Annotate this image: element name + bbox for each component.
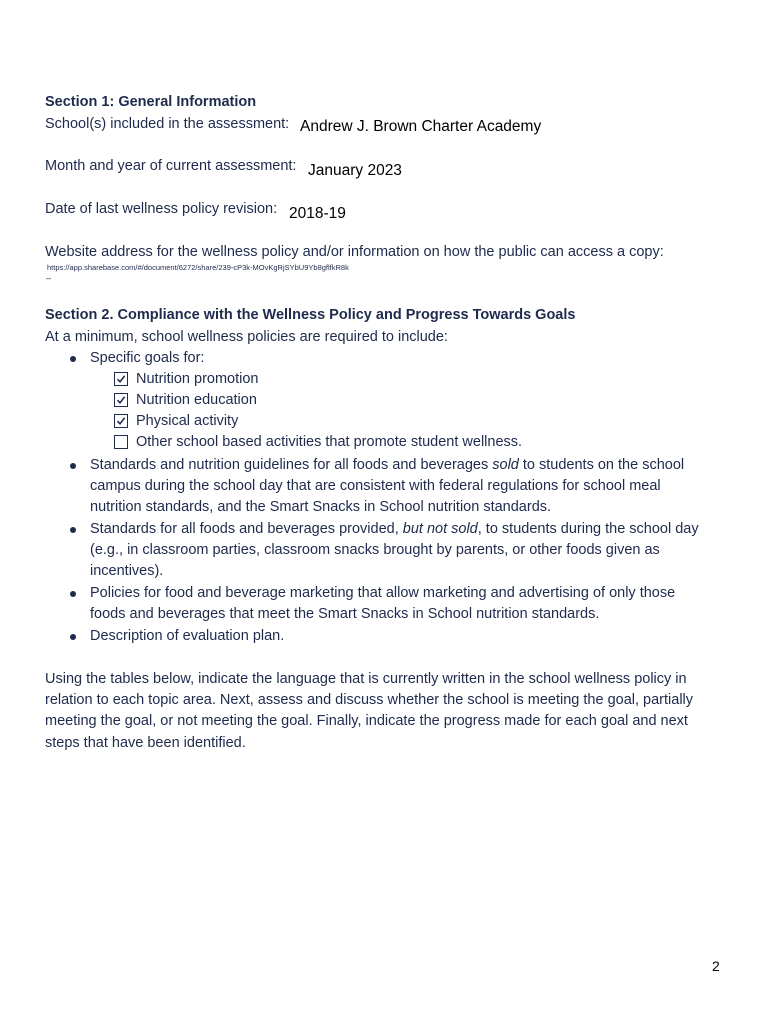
bullet-specific-goals: Specific goals for: xyxy=(90,350,205,366)
bullet-standards-sold-line2: campus during the school day that are consistent with federal regulations for school meal xyxy=(90,478,661,494)
bullet-dot xyxy=(70,463,76,469)
bullet-standards-sold: Standards and nutrition guidelines for all foods and beverages sold to students on the school xyxy=(90,457,685,473)
bullet-marketing: Policies for food and beverage marketing that allow marketing and advertising of only those xyxy=(90,585,676,601)
bullet-standards-sold-line3: nutrition standards, and the Smart Snacks in School nutrition standards. xyxy=(90,499,552,515)
bullet-dot xyxy=(70,356,76,362)
bullet-evaluation-plan: Description of evaluation plan. xyxy=(90,628,285,644)
section1-heading: Section 1: General Information xyxy=(45,94,257,110)
section2-intro: At a minimum, school wellness policies are required to include: xyxy=(45,329,448,345)
checkmark-icon xyxy=(116,416,126,426)
bullet-standards-not-sold: Standards for all foods and beverages provided, but not sold, to students during the school day xyxy=(90,521,699,537)
closing-paragraph-line4: steps that have been identified. xyxy=(45,735,246,751)
checklist-label: Physical activity xyxy=(136,413,239,429)
website-value[interactable]: https://app.sharebase.com/#/document/6272/share/239-cP3k-MOvKgRjSYbU9Yb8gflfkR8k xyxy=(47,263,349,272)
checkbox-physical-activity[interactable] xyxy=(114,414,128,428)
checkmark-icon xyxy=(116,374,126,384)
closing-paragraph-line3: meeting the goal, or not meeting the goal. Finally, indicate the progress made for each goal and next xyxy=(45,713,688,729)
bullet-standards-not-sold-line2: (e.g., in classroom parties, classroom snacks brought by parents, or other foods given as xyxy=(90,542,660,558)
checkbox-other-activities[interactable] xyxy=(114,435,128,449)
bullet-dot xyxy=(70,634,76,640)
section2-heading: Section 2. Compliance with the Wellness Policy and Progress Towards Goals xyxy=(45,307,576,323)
checklist-label: Nutrition education xyxy=(136,392,257,408)
bullet-dot xyxy=(70,591,76,597)
closing-paragraph-line2: relation to each topic area. Next, assess and discuss whether the school is meeting the goal, partially xyxy=(45,692,694,708)
checklist-label: Other school based activities that promote student wellness. xyxy=(136,434,523,450)
closing-paragraph-line1: Using the tables below, indicate the language that is currently written in the school wellness policy in xyxy=(45,671,687,687)
page-number: 2 xyxy=(712,958,720,974)
bullet-marketing-line2: foods and beverages that meet the Smart Snacks in School nutrition standards. xyxy=(90,606,600,622)
checklist-label: Nutrition promotion xyxy=(136,371,259,387)
month-label: Month and year of current assessment: xyxy=(45,158,297,174)
schools-value[interactable]: Andrew J. Brown Charter Academy xyxy=(300,118,542,135)
bullet-dot xyxy=(70,527,76,533)
website-tick: – xyxy=(46,273,52,283)
revision-label: Date of last wellness policy revision: xyxy=(45,201,278,217)
schools-label: School(s) included in the assessment: xyxy=(45,116,290,132)
checkbox-nutrition-education[interactable] xyxy=(114,393,128,407)
checkmark-icon xyxy=(116,395,126,405)
checkbox-nutrition-promotion[interactable] xyxy=(114,372,128,386)
month-value[interactable]: January 2023 xyxy=(308,162,402,179)
bullet-standards-not-sold-line3: incentives). xyxy=(90,563,164,579)
revision-value[interactable]: 2018-19 xyxy=(289,205,346,222)
website-label: Website address for the wellness policy and/or information on how the public can access a copy: xyxy=(45,244,664,260)
